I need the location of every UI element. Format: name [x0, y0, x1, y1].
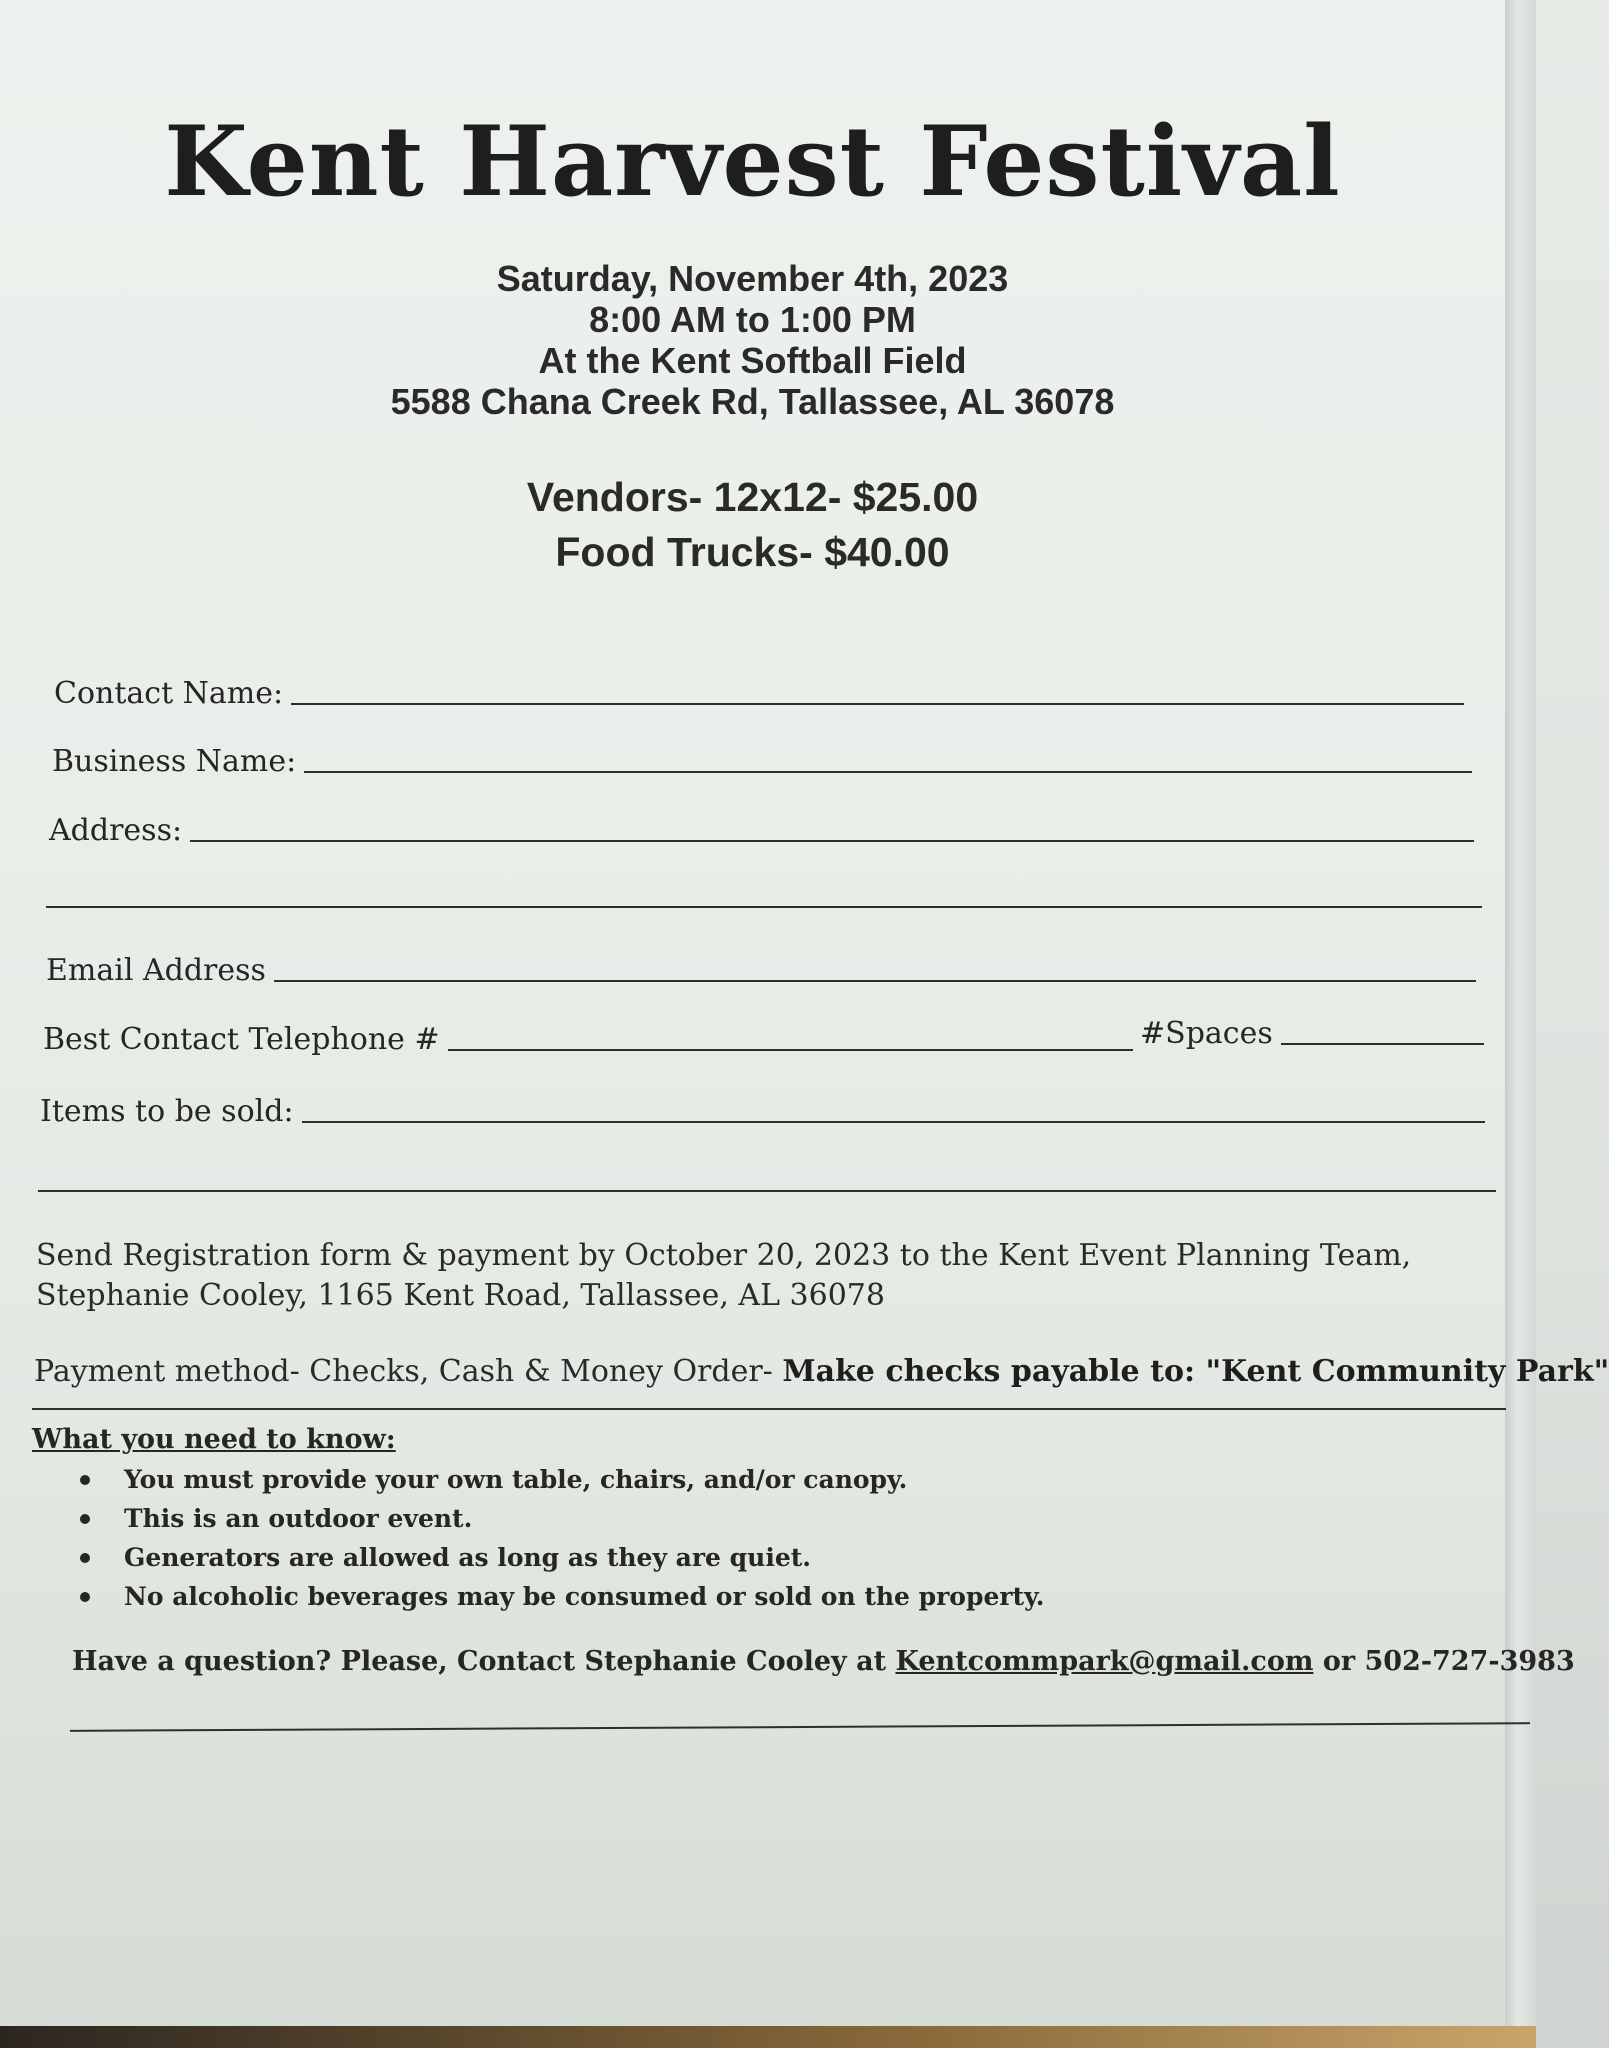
contact-name-blank[interactable]: [291, 699, 1464, 705]
business-name-label: Business Name:: [52, 744, 297, 779]
spaces-blank[interactable]: [1281, 1039, 1484, 1045]
payable-to: Make checks payable to: "Kent Community Park": [782, 1354, 1609, 1389]
contact-question: [72, 1646, 1575, 1677]
items-label: Items to be sold:: [40, 1094, 294, 1129]
bullet-icon: [80, 1553, 90, 1563]
bullet-icon: [80, 1514, 90, 1524]
fee-schedule: [0, 470, 1505, 580]
send-line-2: Stephanie Cooley, 1165 Kent Road, Tallassee, AL 36078: [36, 1278, 885, 1313]
address-field[interactable]: [49, 813, 1474, 848]
list-item: Generators are allowed as long as they are quiet.: [80, 1538, 1044, 1577]
contact-name-label: Contact Name:: [54, 676, 284, 711]
telephone-label: Best Contact Telephone #: [43, 1022, 440, 1057]
telephone-blank[interactable]: [448, 1045, 1133, 1051]
spaces-label: #Spaces: [1140, 1016, 1273, 1051]
contact-email-link[interactable]: Kentcommpark@gmail.com: [895, 1646, 1314, 1677]
event-address: 5588 Chana Creek Rd, Tallassee, AL 36078: [390, 381, 1115, 422]
question-joiner: or: [1322, 1646, 1356, 1677]
email-field[interactable]: [46, 953, 1476, 988]
send-line-1: Send Registration form & payment by October 20, 2023 to the Kent Event Planning Team,: [36, 1238, 1412, 1273]
paper-edge: [1505, 0, 1536, 2048]
payment-method-text: Payment method- Checks, Cash & Money Order-: [34, 1354, 773, 1389]
business-name-field[interactable]: [52, 744, 1472, 779]
need-to-know-heading: What you need to know:: [32, 1424, 396, 1455]
contact-phone: 502-727-3983: [1364, 1646, 1575, 1677]
send-instructions: [36, 1236, 1411, 1316]
telephone-field[interactable]: [43, 1022, 1133, 1057]
food-truck-fee: Food Trucks- $40.00: [555, 529, 950, 575]
items-field[interactable]: [40, 1094, 1485, 1129]
event-details: [0, 258, 1505, 422]
email-label: Email Address: [46, 953, 266, 988]
festival-title: Kent Harvest Festival: [164, 105, 1341, 218]
spaces-field[interactable]: [1140, 1016, 1484, 1051]
list-item: This is an outdoor event.: [80, 1499, 1044, 1538]
business-name-blank[interactable]: [304, 767, 1472, 773]
event-venue: At the Kent Softball Field: [538, 340, 967, 381]
email-blank[interactable]: [274, 976, 1476, 982]
address-blank[interactable]: [190, 836, 1474, 842]
address-label: Address:: [49, 813, 183, 848]
list-item: No alcoholic beverages may be consumed or sold on the property.: [80, 1577, 1044, 1616]
items-line-2-blank[interactable]: [38, 1190, 1496, 1192]
table-surface: [0, 2026, 1536, 2048]
question-prefix: Have a question? Please, Contact Stephanie Cooley at: [72, 1646, 887, 1677]
items-blank[interactable]: [302, 1117, 1485, 1123]
payment-method: [34, 1352, 1609, 1392]
vendor-fee: Vendors- 12x12- $25.00: [526, 474, 979, 520]
divider-line: [32, 1408, 1506, 1410]
address-line-2-blank[interactable]: [46, 906, 1482, 908]
bullet-icon: [80, 1475, 90, 1485]
bullet-icon: [80, 1592, 90, 1602]
need-to-know-list: [80, 1460, 1044, 1616]
contact-name-field[interactable]: [54, 676, 1464, 711]
list-item: You must provide your own table, chairs, and/or canopy.: [80, 1460, 1044, 1499]
event-date: Saturday, November 4th, 2023: [496, 258, 1009, 299]
event-time: 8:00 AM to 1:00 PM: [589, 299, 916, 340]
